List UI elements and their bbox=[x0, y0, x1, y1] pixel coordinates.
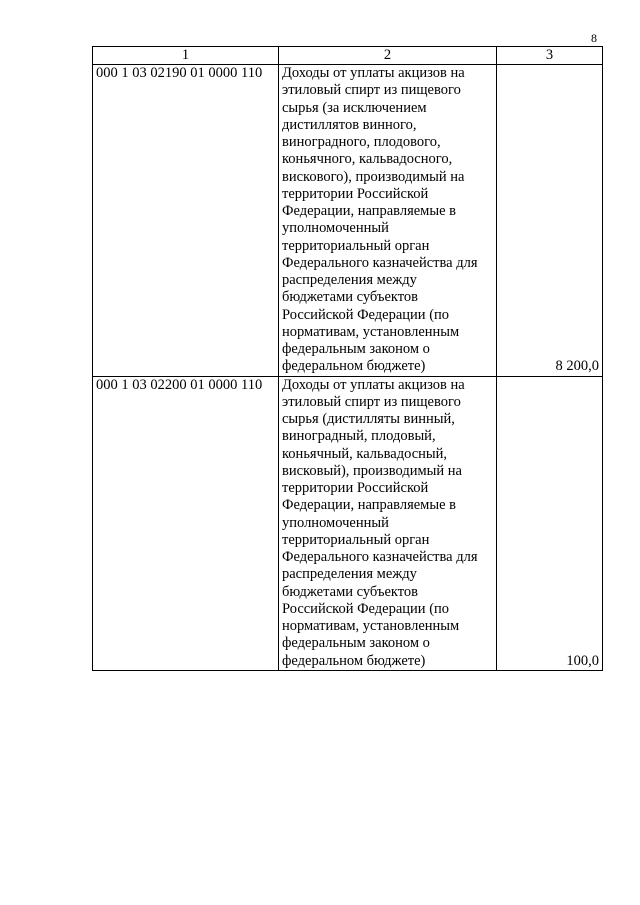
description-line: распределения между bbox=[282, 566, 417, 583]
table-row bbox=[93, 376, 603, 670]
description-line: бюджетами субъектов bbox=[282, 583, 418, 600]
budget-code-cell: 000 1 03 02200 01 0000 110 bbox=[93, 376, 279, 670]
description-line: висковый), производимый на bbox=[282, 462, 462, 479]
description-line: Федерации, направляемые в bbox=[282, 497, 456, 514]
table-row bbox=[93, 65, 603, 377]
description-line: дистиллятов винного, bbox=[282, 116, 417, 133]
description-line: территории Российской bbox=[282, 185, 429, 202]
description-line: этиловый спирт из пищевого bbox=[282, 393, 461, 410]
description-line: вискового), производимый на bbox=[282, 168, 465, 185]
budget-code-cell: 000 1 03 02190 01 0000 110 bbox=[93, 65, 279, 377]
description-line: сырья (дистилляты винный, bbox=[282, 411, 455, 427]
description-line: Доходы от уплаты акцизов на bbox=[282, 65, 465, 81]
description-line: уполномоченный bbox=[282, 514, 389, 531]
description-line: распределения между bbox=[282, 272, 417, 288]
description-line: Федерального казначейства для bbox=[282, 549, 478, 565]
page-number: 8 bbox=[591, 31, 597, 45]
description-cell bbox=[279, 376, 497, 670]
amount-cell: 8 200,0 bbox=[497, 65, 603, 377]
column-header-2: 2 bbox=[279, 47, 497, 65]
description-line: виноградного, плодового, bbox=[282, 134, 441, 150]
description-line: территориальный орган bbox=[282, 237, 430, 254]
description-line: коньячный, кальвадосный, bbox=[282, 445, 448, 462]
description-cell bbox=[279, 65, 497, 377]
description-line: этиловый спирт из пищевого bbox=[282, 82, 461, 99]
description-line: коньячного, кальвадосного, bbox=[282, 151, 453, 168]
description-line: бюджетами субъектов bbox=[282, 289, 418, 306]
description-line: Федерации, направляемые в bbox=[282, 203, 456, 219]
description-line: федеральным законом о bbox=[282, 341, 430, 357]
description-line: Российской Федерации (по bbox=[282, 600, 450, 617]
description-line: нормативам, установленным bbox=[282, 618, 460, 634]
column-header-3: 3 bbox=[497, 47, 603, 65]
table-header-row bbox=[93, 47, 603, 65]
description-line: федеральном бюджете) bbox=[282, 358, 426, 375]
description-line: территориальный орган bbox=[282, 531, 430, 548]
description-line: Российской Федерации (по bbox=[282, 306, 450, 323]
description-line: виноградный, плодовый, bbox=[282, 428, 436, 445]
description-line: федеральным законом о bbox=[282, 635, 430, 652]
amount-cell: 100,0 bbox=[497, 376, 603, 670]
description-line: Федерального казначейства для bbox=[282, 254, 478, 271]
description-line: уполномоченный bbox=[282, 220, 389, 237]
description-line: нормативам, установленным bbox=[282, 323, 460, 340]
revenue-table bbox=[92, 46, 603, 671]
description-line: территории Российской bbox=[282, 480, 429, 496]
column-header-1: 1 bbox=[93, 47, 279, 65]
description-line: федеральном бюджете) bbox=[282, 652, 426, 669]
description-line: Доходы от уплаты акцизов на bbox=[282, 376, 465, 393]
description-line: сырья (за исключением bbox=[282, 99, 427, 116]
